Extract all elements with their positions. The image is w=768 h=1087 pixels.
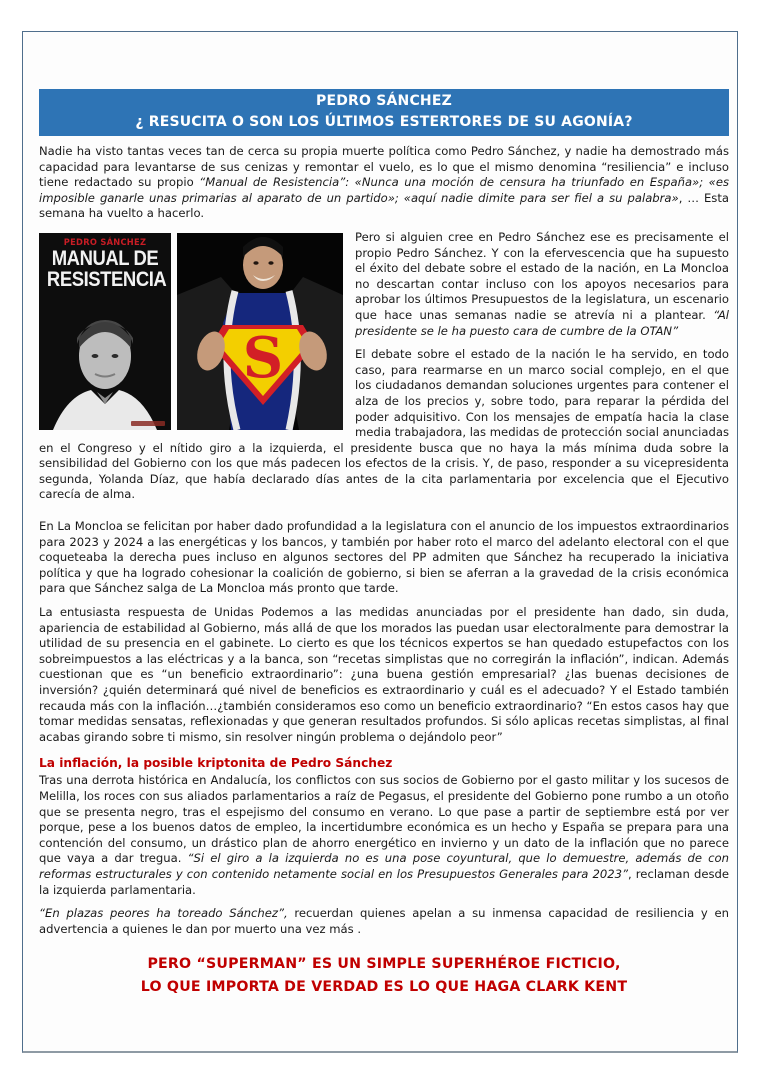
book-title-line-2: RESISTENCIA bbox=[46, 267, 167, 291]
book-title-line-1: MANUAL DE bbox=[51, 246, 159, 270]
article-title-banner bbox=[39, 89, 729, 136]
media-section bbox=[39, 230, 729, 511]
book-portrait-illustration bbox=[39, 308, 171, 430]
paragraph-debate: El debate sobre el estado de la nación le ha servido, en todo caso, para rearmarse en un marco social complejo, en el que los ciudadanos demandan soluciones urgentes para contener el alza de los precios y, sobre todo, para reparar la pérdida del poder adquisitivo. Con los mensajes de empatía hacia la clase media trabajadora, las medidas de protección social anunciadas en el Congreso y el nítido giro a la izquierda, el presidente busca que no haya la más mínima duda sobre la sensibilidad del Gobierno con los que más padecen los efectos de la crisis. Y, de paso, responder a su vicepresidenta segunda, Yolanda Díaz, que había declarado días antes de la cita parlamentaria por excelencia que el Ejecutivo carecía de alma. bbox=[39, 347, 729, 502]
document-page bbox=[22, 31, 738, 1053]
paragraph-superman-belief: Pero si alguien cree en Pedro Sánchez ese es precisamente el propio Pedro Sánchez. Y con la efervescencia que ha supuesto el éxito del debate sobre el estado de la nación, en La Moncloa no descartan contar incluso con los apoyos necesarios para aprobar los últimos Presupuestos de la legislatura, un escenario que hace unas semanas nadie se atrevía ni a plantear. “Al presidente se le ha puesto cara de cumbre de la OTAN” bbox=[355, 229, 729, 338]
book-cover-image bbox=[39, 233, 171, 430]
paragraph-podemos: La entusiasta respuesta de Unidas Podemos a las medidas anunciadas por el presidente han dado, sin duda, apariencia de estabilidad al Gobierno, más allá de que los morados las puedan usar electoralmente para demostrar la utilidad de su presencia en el gabinete. Lo cierto es que los técnicos expertos se han quedado estupefactos con los sobreimpuestos a las eléctricas y a la banca, son “recetas simplistas que no corregirán la inflación”, indican. Además cuestionan que es “un beneficio extraordinario”: ¿una buena gestión empresarial? ¿las buenas decisiones de inversión? ¿quién determinará qué nivel de beneficios es extraordinario y cuál es el adecuado? Y el Estado también recauda más con la inflación…¿también consideramos eso como un beneficio extraordinario? “En estos casos hay que tomar medidas sensatas, reflexionadas y que generan resultados profundos. Si sólo aplicas recetas simplistas, al final acabas girando sobre ti mismo, sin resolver ningún problema o dejándolo peor” bbox=[39, 605, 729, 744]
section-heading: La inflación, la posible kriptonita de Pedro Sánchez bbox=[39, 756, 393, 771]
paragraph-plazas: “En plazas peores ha toreado Sánchez”, recuerdan quienes apelan a su inmensa capacidad de resiliencia y en advertencia a quienes le dan por muerto una vez más . bbox=[39, 906, 729, 936]
paragraph-moncloa: En La Moncloa se felicitan por haber dado profundidad a la legislatura con el anuncio de los impuestos extraordinarios para 2023 y 2024 a las energéticas y los bancos, y también por haber roto el marco del adelanto electoral con el que coqueteaba la derecha pues incluso en algunos sectores del PP admiten que Sánchez ha recuperado la iniciativa política y que ha logrado cohesionar la coalición de gobierno, si bien se aferran a la gravedad de la crisis económica para que Sánchez salga de La Moncloa más pronto que tarde. bbox=[39, 519, 729, 596]
paragraph-intro: Nadie ha visto tantas veces tan de cerca su propia muerte política como Pedro Sánchez, y nadie ha demostrado más capacidad para levantarse de sus cenizas y remontar el vuelo, es lo que el mismo denomina “resiliencia” e incluso tiene redactado su propio “Manual de Resistencia”: «Nunca una moción de censura ha triunfado en España»; «es imposible ganarle unas primarias al aparato de un partido»; «aquí nadie dimite para ser fiel a su palabra», … Esta semana ha vuelto a hacerlo. bbox=[39, 144, 729, 221]
publisher-mark bbox=[131, 421, 165, 426]
closing-statement bbox=[39, 953, 729, 999]
paragraph-inflation: Tras una derrota histórica en Andalucía, los conflictos con sus socios de Gobierno por el gasto militar y los sucesos de Melilla, los roces con sus aliados parlamentarios a raíz de Pegasus, el presidente del Gobierno pone rumbo a un otoño que se presenta negro, tras el espejismo del consumo en verano. Lo que pase a partir de septiembre está por ver porque, pese a los buenos datos de empleo, la incertidumbre económica es un hecho y España se prepara para una contención del consumo, un drástico plan de ahorro energético en invierno y un dato de la inflación que no parece que vaya a dar tregua. “Si el giro a la izquierda no es una pose coyuntural, que lo demuestre, además de con reformas estructurales y con contenido netamente social en los Presupuestos Generales para 2023”, reclaman desde la izquierda parlamentaria. bbox=[39, 773, 730, 897]
title-line-2: ¿ RESUCITA O SON LOS ÚLTIMOS ESTERTORES DE SU AGONÍA? bbox=[135, 114, 633, 130]
superman-photo bbox=[177, 233, 343, 430]
closing-line-1: PERO “SUPERMAN” ES UN SIMPLE SUPERHÉROE FICTICIO, bbox=[147, 956, 621, 973]
title-line-1: PEDRO SÁNCHEZ bbox=[316, 93, 452, 109]
book-author-text: PEDRO SÁNCHEZ bbox=[63, 237, 147, 248]
image-block bbox=[39, 233, 343, 430]
svg-text:S: S bbox=[242, 324, 284, 391]
superman-illustration bbox=[177, 233, 343, 430]
closing-line-2: LO QUE IMPORTA DE VERDAD ES LO QUE HAGA CLARK KENT bbox=[140, 979, 628, 996]
